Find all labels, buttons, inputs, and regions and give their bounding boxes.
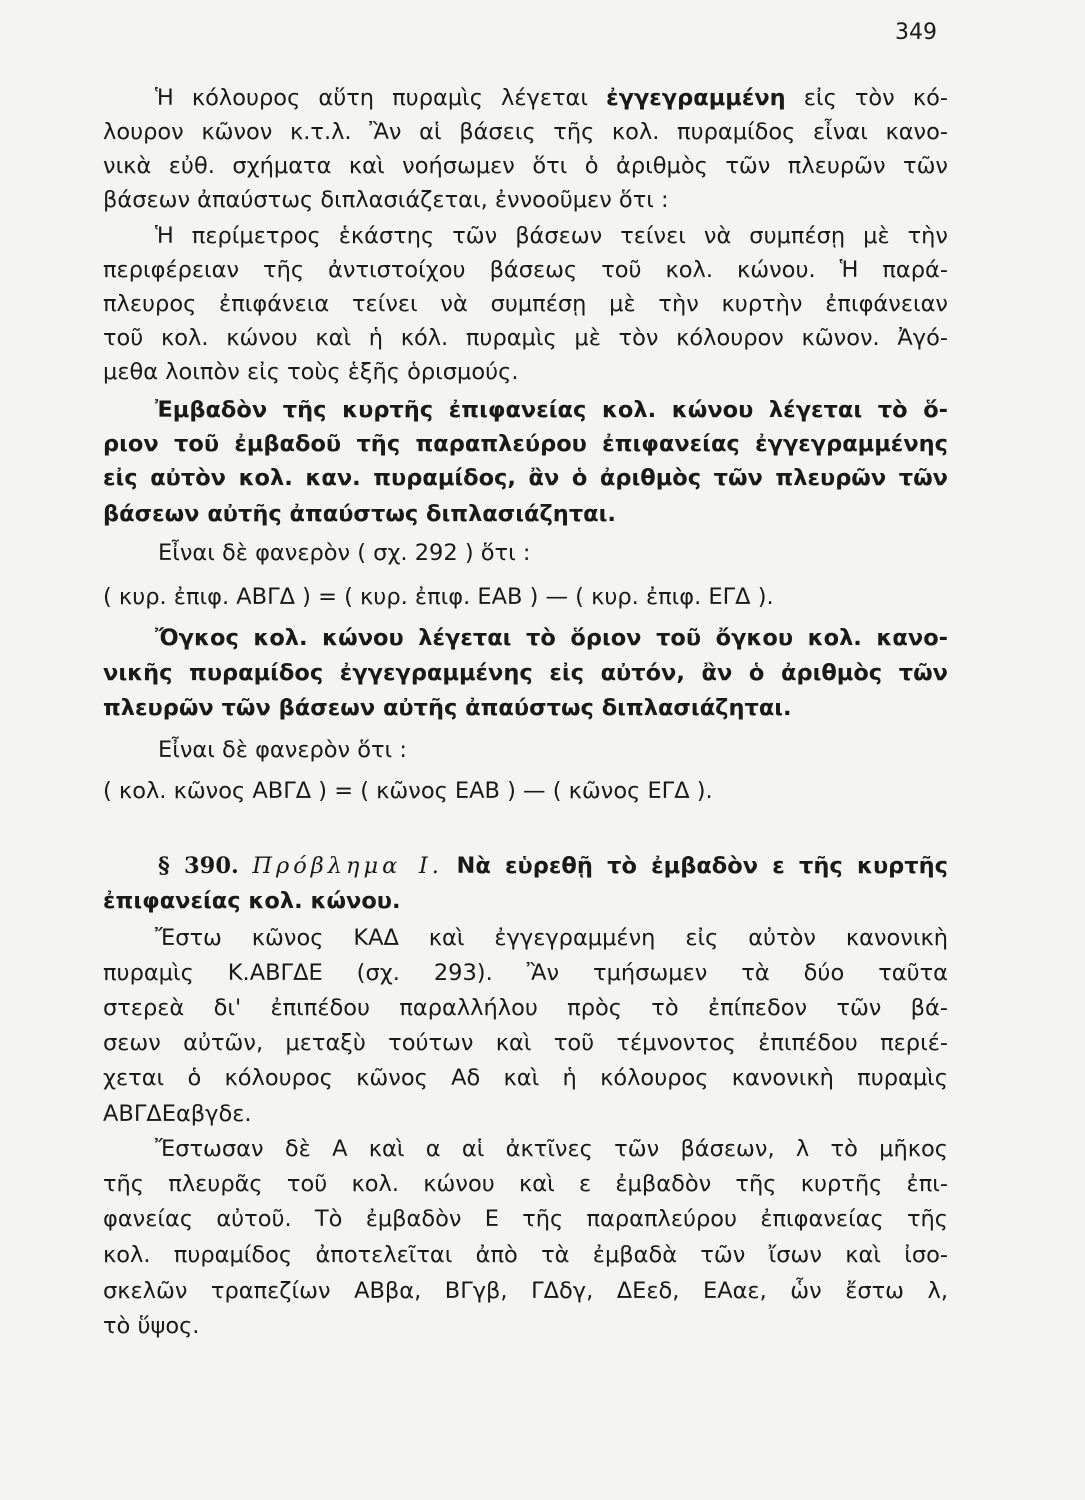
paragraph-line: πυραμὶς Κ.ΑΒΓΔΕ (σχ. 293). Ἂν τμήσωμεν τὰ δύο ταῦτα xyxy=(103,960,948,986)
paragraph-line: περιφέρειαν τῆς ἀντιστοίχου βάσεως τοῦ κολ. κώνου. Ἡ παρά- xyxy=(103,257,948,283)
paragraph-line: σκελῶν τραπεζίων ΑΒβα, ΒΓγβ, ΓΔδγ, ΔΕεδ, ΕΑαε, ὧν ἔστω λ, xyxy=(103,1278,948,1304)
paragraph-line: νικὰ εὐθ. σχήματα καὶ νοήσωμεν ὅτι ὁ ἀριθμὸς τῶν πλευρῶν τῶν xyxy=(103,153,948,179)
paragraph-line: χεται ὁ κόλουρος κῶνος Αδ καὶ ἡ κόλουρος κανονικὴ πυραμὶς xyxy=(103,1065,948,1091)
paragraph-line: λουρον κῶνον κ.τ.λ. Ἂν αἱ βάσεις τῆς κολ. πυραμίδος εἶναι κανο- xyxy=(103,119,948,145)
paragraph-line: στερεὰ δι' ἐπιπέδου παραλλήλου πρὸς τὸ ἐπίπεδον τῶν βά- xyxy=(103,995,948,1021)
section-label: Πρόβλημα Ι. xyxy=(252,853,443,879)
definition-line: Ὄγκος κολ. κώνου λέγεται τὸ ὅριον τοῦ ὄγκου κολ. κανο- xyxy=(155,625,948,651)
equation-intro: Εἶναι δὲ φανερὸν ὅτι : xyxy=(158,737,407,763)
equation: ( κυρ. ἐπιφ. ΑΒΓΔ ) = ( κυρ. ἐπιφ. ΕΑΒ ) — ( κυρ. ἐπιφ. ΕΓΔ ). xyxy=(103,584,774,610)
definition-line: ριον τοῦ ἐμβαδοῦ τῆς παραπλεύρου ἐπιφανείας ἐγγεγραμμένης xyxy=(103,431,948,457)
page-number: 349 xyxy=(895,20,937,45)
paragraph-line: Ἔστω κῶνος ΚΑΔ καὶ ἐγγεγραμμένη εἰς αὐτὸν κανονικὴ xyxy=(155,925,948,951)
definition-line: πλευρῶν τῶν βάσεων αὐτῆς ἀπαύστως διπλασιάζηται. xyxy=(103,695,792,721)
paragraph-line: τοῦ κολ. κώνου καὶ ἡ κόλ. πυραμὶς μὲ τὸν κόλουρον κῶνον. Ἀγό- xyxy=(103,325,948,351)
paragraph-line: Ἡ κόλουρος αὕτη πυραμὶς λέγεται ἐγγεγραμμένη εἰς τὸν κό- xyxy=(155,85,948,111)
equation-intro: Εἶναι δὲ φανερὸν ( σχ. 292 ) ὅτι : xyxy=(158,540,531,566)
paragraph-line: φανείας αὐτοῦ. Τὸ ἐμβαδὸν Ε τῆς παραπλεύρου ἐπιφανείας τῆς xyxy=(103,1206,948,1232)
section-title: Νὰ εὑρεθῇ τὸ ἐμβαδὸν ε τῆς κυρτῆς xyxy=(456,853,948,879)
definition-line: νικῆς πυραμίδος ἐγγεγραμμένης εἰς αὐτόν, ἂν ὁ ἀριθμὸς τῶν xyxy=(103,660,948,686)
paragraph-line: Ἡ περίμετρος ἑκάστης τῶν βάσεων τείνει νὰ συμπέσῃ μὲ τὴν xyxy=(155,223,948,249)
equation: ( κολ. κῶνος ΑΒΓΔ ) = ( κῶνος ΕΑΒ ) — ( κῶνος ΕΓΔ ). xyxy=(103,778,713,804)
definition-line: βάσεων αὐτῆς ἀπαύστως διπλασιάζηται. xyxy=(103,501,616,527)
paragraph-line: μεθα λοιπὸν εἰς τοὺς ἑξῆς ὁρισμούς. xyxy=(103,359,519,385)
paragraph-line: πλευρος ἐπιφάνεια τείνει νὰ συμπέσῃ μὲ τὴν κυρτὴν ἐπιφάνειαν xyxy=(103,291,948,317)
paragraph-line: τῆς πλευρᾶς τοῦ κολ. κώνου καὶ ε ἐμβαδὸν τῆς κυρτῆς ἐπι- xyxy=(103,1171,948,1197)
paragraph-line: Ἔστωσαν δὲ Α καὶ α αἱ ἀκτῖνες τῶν βάσεων, λ τὸ μῆκος xyxy=(155,1136,948,1162)
section-heading xyxy=(158,849,948,883)
definition-line: Ἐμβαδὸν τῆς κυρτῆς ἐπιφανείας κολ. κώνου λέγεται τὸ ὅ- xyxy=(155,397,948,423)
section-title-line: ἐπιφανείας κολ. κώνου. xyxy=(103,888,401,914)
paragraph-line: ΑΒΓΔΕαβγδε. xyxy=(103,1101,252,1127)
paragraph-line: κολ. πυραμίδος ἀποτελεῖται ἀπὸ τὰ ἐμβαδὰ τῶν ἴσων καὶ ἰσο- xyxy=(103,1242,948,1268)
paragraph-line: τὸ ὕψος. xyxy=(103,1313,200,1339)
definition-line: εἰς αὐτὸν κολ. καν. πυραμίδος, ἂν ὁ ἀριθμὸς τῶν πλευρῶν τῶν xyxy=(103,465,948,491)
section-number: § 390. xyxy=(158,853,239,879)
emphasis-term: ἐγγεγραμμένη xyxy=(606,85,786,111)
paragraph-line: σεων αὐτῶν, μεταξὺ τούτων καὶ τοῦ τέμνοντος ἐπιπέδου περιέ- xyxy=(103,1030,948,1056)
paragraph-line: βάσεων ἀπαύστως διπλασιάζεται, ἐννοοῦμεν ὅτι : xyxy=(103,187,669,213)
